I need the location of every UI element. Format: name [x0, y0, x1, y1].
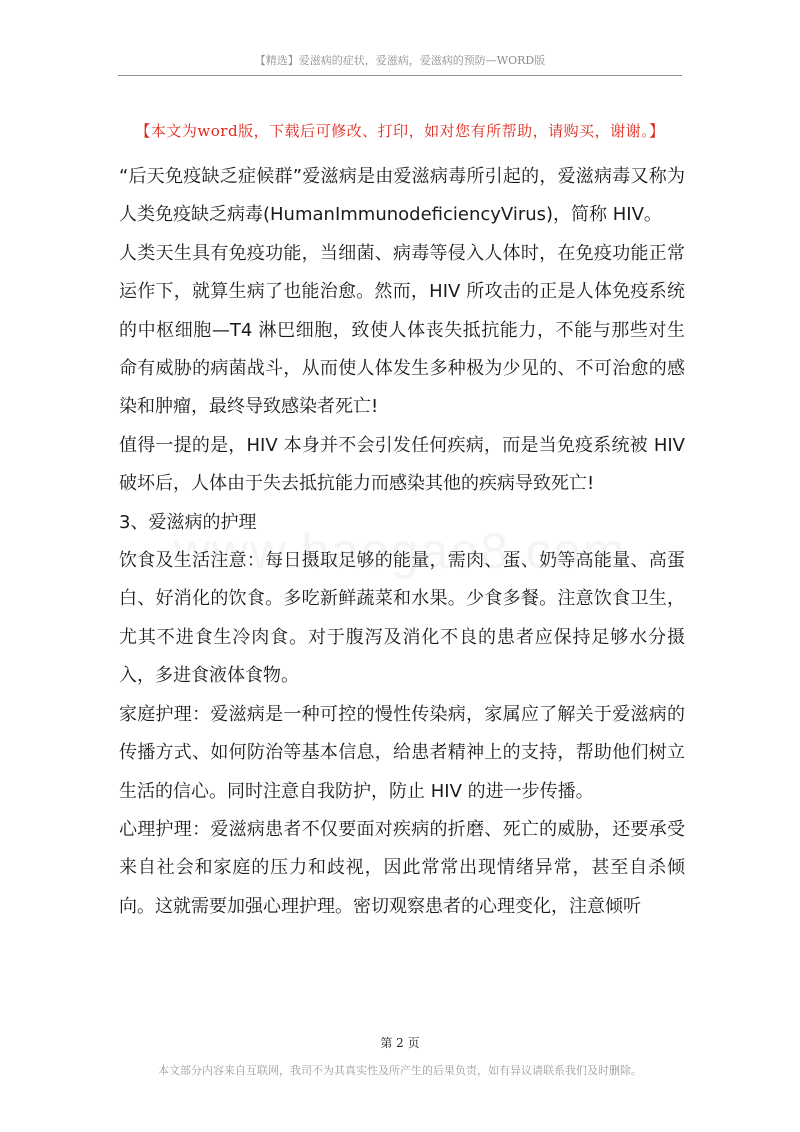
footer-disclaimer: 本文部分内容来自互联网，我司不为其真实性及所产生的后果负责，如有异议请联系我们及时删除。 [158, 1064, 642, 1077]
paragraph-aids-definition: “后天免疫缺乏症候群”爱滋病是由爱滋病毒所引起的，爱滋病毒又称为人类免疫缺乏病毒(HumanImmunodeficiencyVirus)，简称 HIV。 [119, 166, 685, 226]
page-header: 【精选】爱滋病的症状，爱滋病，爱滋病的预防—WORD版 [254, 54, 546, 67]
document-body [119, 158, 685, 926]
page-number: 第 2 页 [380, 1036, 420, 1050]
paragraph-diet-care: 饮食及生活注意：每日摄取足够的能量，需肉、蛋、奶等高能量、高蛋白、好消化的饮食。多吃新鲜蔬菜和水果。少食多餐。注意饮食卫生，尤其不进食生冷肉食。对于腹泻及消化不良的患者应保持足够水分摄入，多进食液体食物。 [119, 550, 685, 687]
paragraph-hiv-effect: 值得一提的是，HIV 本身并不会引发任何疾病，而是当免疫系统被 HIV 破坏后，人体由于失去抵抗能力而感染其他的疾病导致死亡! [119, 434, 685, 495]
download-notice: 【本文为word版，下载后可修改、打印，如对您有所帮助，请购买，谢谢。】 [135, 122, 665, 140]
paragraph-family-care: 家庭护理：爱滋病是一种可控的慢性传染病，家属应了解关于爱滋病的传播方式、如何防治等基本信息，给患者精神上的支持，帮助他们树立生活的信心。同时注意自我防护，防止 HIV 的进一步传播。 [119, 703, 685, 802]
header-divider [118, 75, 682, 76]
paragraph-immune-function: 人类天生具有免疫功能，当细菌、病毒等侵入人体时，在免疫功能正常运作下，就算生病了也能治愈。然而，HIV 所攻击的正是人体免疫系统的中枢细胞—T4 淋巴细胞，致使人体丧失抵抗能力，不能与那些对生命有威胁的病菌战斗，从而使人体发生多种极为少见的、不可治愈的感染和肿瘤，最终导致感染者死亡! [119, 242, 685, 418]
section-heading-care: 3、爱滋病的护理 [119, 511, 257, 533]
paragraph-psych-care: 心理护理：爱滋病患者不仅要面对疾病的折磨、死亡的威胁，还要承受来自社会和家庭的压力和歧视，因此常常出现情绪异常，甚至自杀倾向。这就需要加强心理护理。密切观察患者的心理变化，注意倾听 [119, 818, 685, 917]
